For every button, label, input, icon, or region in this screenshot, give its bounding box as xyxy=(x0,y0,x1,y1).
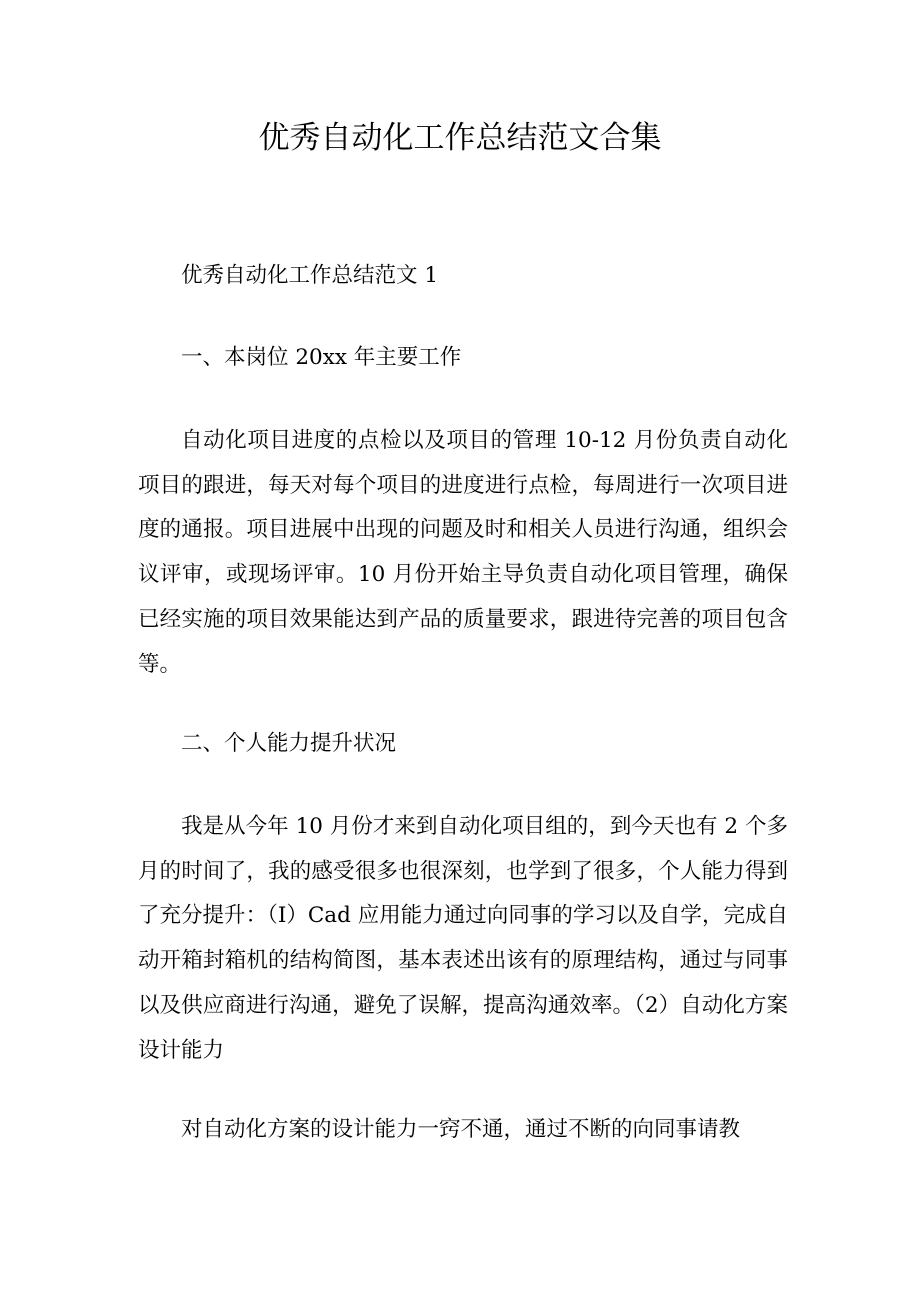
heading-ability-improvement: 二、个人能力提升状况 xyxy=(181,731,397,756)
section-label: 优秀自动化工作总结范文 1 xyxy=(181,263,439,288)
paragraph-ability-improvement: 我是从今年 10 月份才来到自动化项目组的，到今天也有 2 个多月的时间了，我的感受很多也很深刻，也学到了很多，个人能力得到了充分提升：（I）Cad 应用能力通过向同事的学习以及自学，完成自动开箱封箱机的结构简图，基本表述出该有的原理结构，通过与同事以及供应商进行沟通，避免了误解，提高沟通效率。（2）自动化方案设计能力 xyxy=(138,814,788,1063)
heading-main-work: 一、本岗位 20xx 年主要工作 xyxy=(181,345,462,370)
paragraph-main-work: 自动化项目进度的点检以及项目的管理 10-12 月份负责自动化项目的跟进，每天对每个项目的进度进行点检，每周进行一次项目进度的通报。项目进展中出现的问题及时和相关人员进行沟通，组织会议评审，或现场评审。10 月份开始主导负责自动化项目管理，确保已经实施的项目效果能达到产品的质量要求，跟进待完善的项目包含等。 xyxy=(138,428,788,677)
document-title: 优秀自动化工作总结范文合集 xyxy=(258,120,662,156)
paragraph-design-ability: 对自动化方案的设计能力一窍不通，通过不断的向同事请教 xyxy=(181,1117,741,1142)
